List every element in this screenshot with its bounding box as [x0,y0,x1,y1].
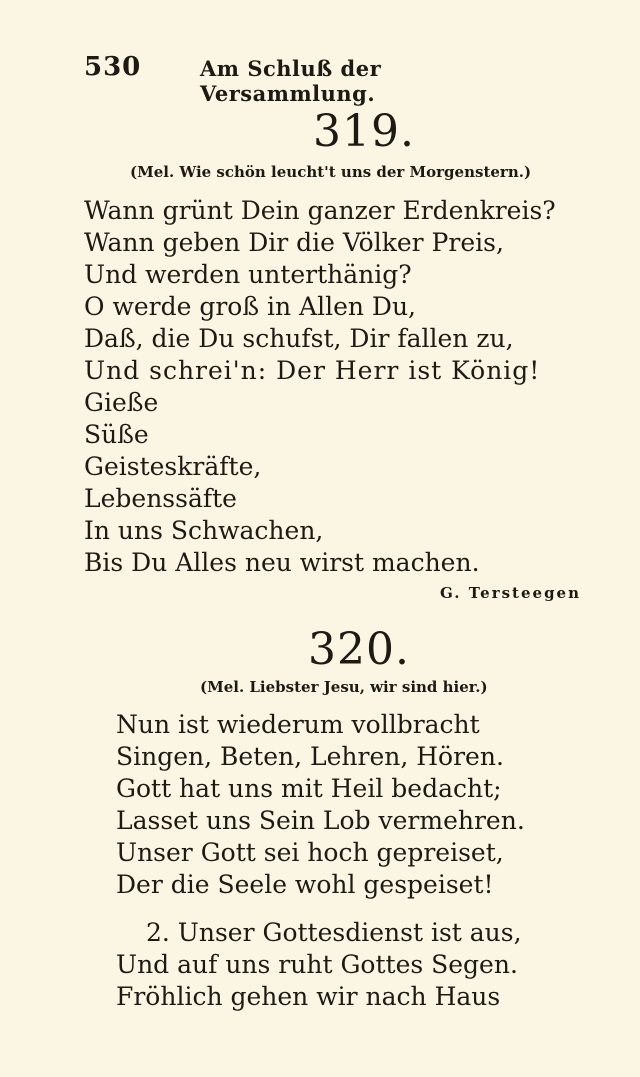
verse-line: Der die Seele wohl gespeiset! [116,870,494,899]
verse-line: Daß, die Du schufst, Dir fallen zu, [84,324,514,353]
verse-line: Gieße [84,388,159,417]
verse-line: Geisteskräfte, [84,452,262,481]
running-title: Am Schluß der Versammlung. [200,56,382,106]
verse-line: Fröhlich gehen wir nach Haus [116,982,501,1011]
hymn-number: 320. [308,624,410,675]
page-number: 530 [84,52,142,82]
verse-line: Nun ist wiederum vollbracht [116,710,480,739]
verse-line: Lebenssäfte [84,484,237,513]
verse-line: Und schrei'n: Der Herr ist König! [84,356,541,385]
verse-line: Wann grünt Dein ganzer Erdenkreis? [84,196,556,225]
verse-line: Lasset uns Sein Lob vermehren. [116,806,525,835]
verse-line: Gott hat uns mit Heil bedacht; [116,774,502,803]
verse-line: Singen, Beten, Lehren, Hören. [116,742,504,771]
verse-line: Süße [84,420,149,449]
verse-line: 2. Unser Gottesdienst ist aus, [146,918,522,947]
verse-line: Und auf uns ruht Gottes Segen. [116,950,518,979]
melody-note: (Mel. Liebster Jesu, wir sind hier.) [200,678,488,696]
verse-line: Unser Gott sei hoch gepreiset, [116,838,504,867]
hymn-number: 319. [313,106,415,157]
verse-line: Bis Du Alles neu wirst machen. [84,548,480,577]
verse-line: In uns Schwachen, [84,516,324,545]
melody-note: (Mel. Wie schön leucht't uns der Morgenstern.) [130,163,532,181]
hymn-author: G. Tersteegen [440,584,582,602]
verse-line: Wann geben Dir die Völker Preis, [84,228,504,257]
verse-line: Und werden unterthänig? [84,260,412,289]
page-header [84,52,564,106]
verse-line: O werde groß in Allen Du, [84,292,417,321]
